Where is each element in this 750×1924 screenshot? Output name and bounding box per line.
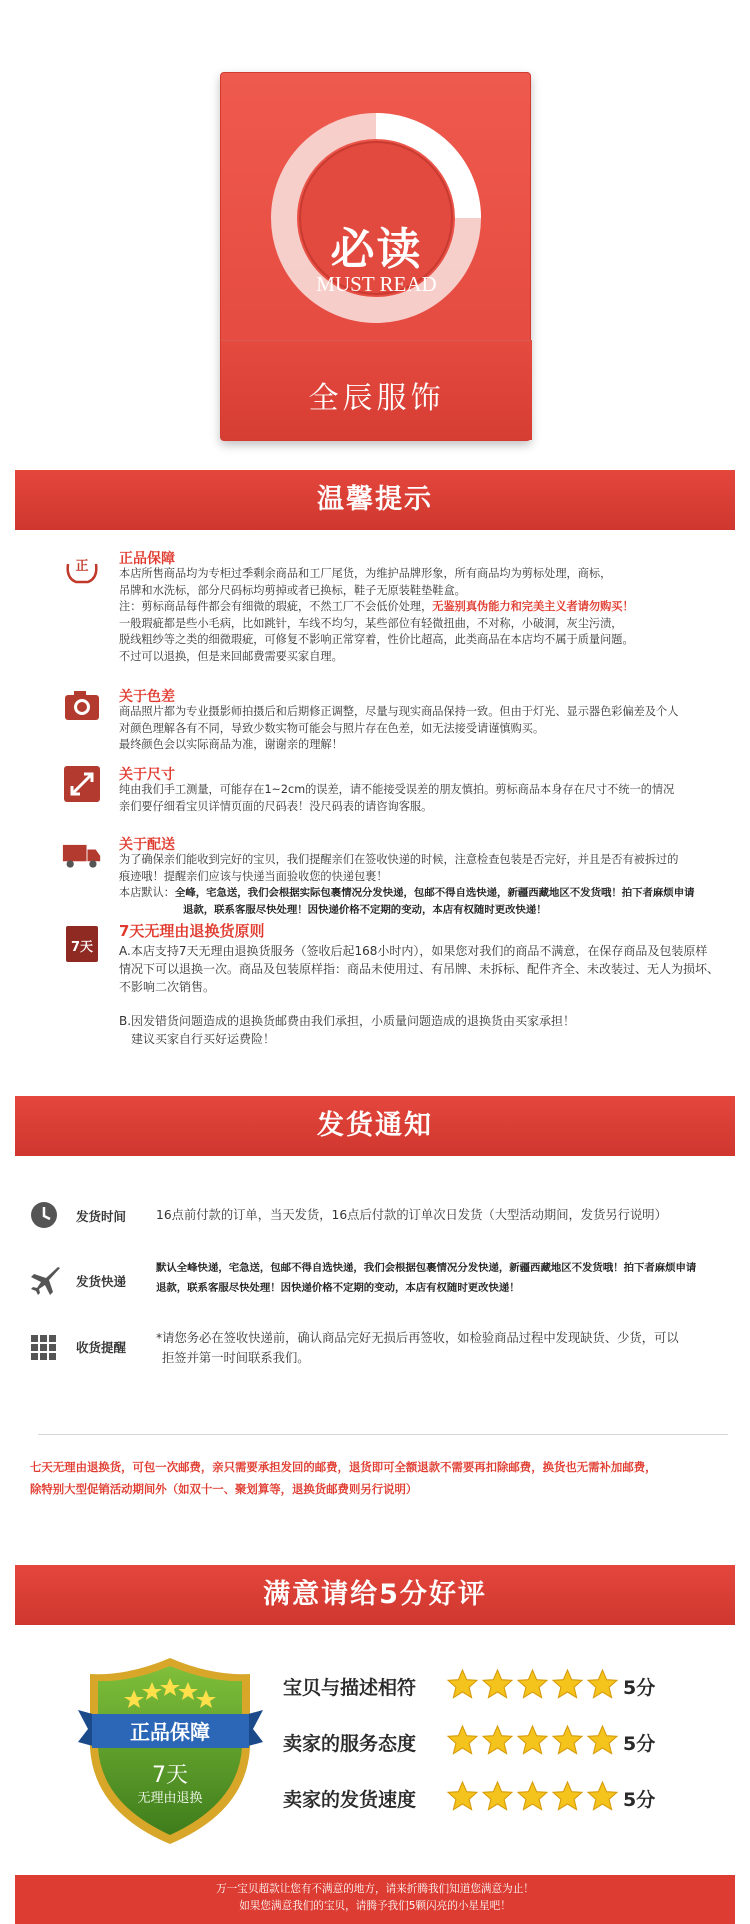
tip-body — [119, 782, 739, 815]
tip-line: 情况下可以退换一次。商品及包装原样指：商品未使用过、有吊牌、未拆标、配件齐全、未改装过、无人为损坏、 — [119, 962, 720, 976]
tip-line: 为了确保亲们能收到完好的宝贝，我们提醒亲们在签收快递的时候，注意检查包装是否完好，并且是否有被拆过的 — [119, 853, 679, 866]
tip-line: 痕迹哦！提醒亲们应该与快递当面验收您的快递包裹！ — [119, 869, 388, 883]
tip-note-warning: 无鉴别真伪能力和完美主义者请勿购买！ — [432, 600, 634, 613]
tip-size — [62, 764, 742, 824]
tip-line: 本店所售商品均为专柜过季剩余商品和工厂尾货，为维护品牌形象，所有商品均为剪标处理，商标， — [119, 567, 612, 580]
tip-line: B.因发错货问题造成的退换货邮费由我们承担，小质量问题造成的退换货由买家承担！ — [119, 1014, 576, 1028]
guarantee-badge — [78, 1652, 263, 1848]
star-icon — [551, 1780, 584, 1813]
tip-default — [119, 885, 739, 902]
tip-body — [119, 566, 739, 665]
tip-body — [119, 852, 739, 918]
tip-line: 亲们要仔细看宝贝详情页面的尺码表！没尺码表的请咨询客服。 — [119, 799, 433, 813]
tip-line: 不过可以退换，但是来回邮费需要买家自理。 — [119, 649, 343, 663]
ship-receipt-row — [28, 1328, 738, 1374]
ship-label: 收货提醒 — [76, 1340, 127, 1355]
ship-line: 默认全峰快递，宅急送，包邮不得自选快递，我们会根据包裹情况分发快递，新疆西藏地区不发货哦！拍下者麻烦申请 — [156, 1262, 697, 1274]
star-icon — [516, 1780, 549, 1813]
tip-authenticity — [62, 548, 742, 678]
rating-row-description — [283, 1668, 703, 1708]
badge-days-text: 7天 — [152, 1763, 188, 1788]
tip-default-line: 退款，联系客服尽快处理！因快递价格不定期的变动，本店有权随时更改快递！ — [183, 903, 547, 916]
divider — [38, 1434, 728, 1435]
rating-header-bar: 满意请给5分好评 — [15, 1565, 735, 1625]
tip-heading: 关于尺寸 — [119, 767, 175, 783]
ship-text — [156, 1258, 741, 1298]
star-icon — [516, 1668, 549, 1701]
ship-text — [156, 1205, 741, 1225]
tip-line: 不影响二次销售。 — [119, 980, 216, 994]
tip-returns — [62, 920, 742, 1050]
card-shop-band — [221, 340, 532, 440]
star-icon — [481, 1668, 514, 1701]
tip-heading: 关于色差 — [119, 689, 175, 705]
star-icon — [551, 1668, 584, 1701]
tip-line: 一般瑕疵都是些小毛病，比如跳针，车线不均匀，某些部位有轻微扭曲，不对称，小破洞，灰尘污渍， — [119, 616, 623, 630]
handshake-icon — [62, 548, 102, 588]
tip-body — [119, 704, 739, 754]
ship-line: 退款，联系客服尽快处理！因快递价格不定期的变动，本店有权随时更改快递！ — [156, 1282, 520, 1294]
resize-arrow-icon — [62, 764, 102, 804]
tips-header-bar: 温馨提示 — [15, 470, 735, 530]
tip-line: A.本店支持7天无理由退换货服务（签收后起168小时内），如果您对我们的商品不满意，在保存商品及包装原样 — [119, 944, 708, 958]
rating-score: 5分 — [623, 1789, 656, 1811]
must-read-subtitle: MUST READ — [316, 272, 437, 296]
rating-label: 宝贝与描述相符 — [283, 1677, 417, 1699]
ship-line: 16点前付款的订单，当天发货，16点后付款的订单次日发货（大型活动期间，发货另行说明） — [156, 1208, 667, 1222]
star-icon — [446, 1668, 479, 1701]
footer-banner — [15, 1875, 735, 1924]
shop-name: 全辰服饰 — [308, 381, 445, 416]
airplane-icon — [28, 1264, 60, 1296]
truck-icon — [62, 834, 102, 874]
tip-line: 吊牌和水洗标，部分尺码标均剪掉或者已换标，鞋子无原装鞋垫鞋盒。 — [119, 583, 466, 597]
tip-icon-glyph: 正 — [75, 559, 89, 574]
badge-caption-text: 无理由退换 — [137, 1791, 203, 1806]
tip-line: 脱线粗纱等之类的细微瑕疵，可修复不影响正常穿着，性价比超高，此类商品在本店均不属于质量问题。 — [119, 633, 634, 646]
tip-note-prefix: 注：剪标商品每件都会有细微的瑕疵，不然工厂不会低价处理， — [119, 600, 433, 613]
policy-line: 除特别大型促销活动期间外（如双十一、聚划算等，退换货邮费则另行说明） — [30, 1482, 418, 1496]
tip-line: 对颜色理解各有不同，导致少数实物可能会与照片存在色差，如无法接受请谨慎购买。 — [119, 721, 545, 735]
tip-default-line: 全峰，宅急送，我们会根据实际包裹情况分发快递，包邮不得自选快递，新疆西藏地区不发货哦！拍下者麻烦申请 — [174, 887, 695, 899]
policy-line: 七天无理由退换货，可包一次邮费，亲只需要承担发回的邮费，退货即可全额退款不需要再扣除邮费，换货也无需补加邮费， — [30, 1460, 657, 1474]
rating-score: 5分 — [623, 1733, 656, 1755]
ship-text — [156, 1328, 741, 1368]
star-icon — [481, 1780, 514, 1813]
return-policy-note — [30, 1456, 730, 1500]
tip-icon-glyph: 7天 — [70, 940, 94, 955]
rating-stars — [446, 1780, 619, 1816]
tip-body — [119, 942, 739, 1048]
tip-note — [119, 599, 739, 616]
rating-score: 5分 — [623, 1677, 656, 1699]
tip-color — [62, 686, 742, 756]
star-icon — [481, 1724, 514, 1757]
seven-days-icon — [62, 924, 102, 964]
star-icon — [516, 1724, 549, 1757]
badge-ribbon-text: 正品保障 — [130, 1720, 210, 1744]
ship-line: 拒签并第一时间联系我们。 — [162, 1351, 310, 1365]
shipping-header-bar: 发货通知 — [15, 1096, 735, 1156]
must-read-card — [220, 72, 531, 441]
tip-heading: 正品保障 — [119, 551, 175, 567]
ship-time-row — [28, 1199, 738, 1233]
star-icon — [446, 1724, 479, 1757]
rating-stars — [446, 1668, 619, 1704]
rating-label: 卖家的服务态度 — [283, 1733, 417, 1755]
rating-label: 卖家的发货速度 — [283, 1789, 417, 1811]
star-icon — [446, 1780, 479, 1813]
footer-line: 如果您满意我们的宝贝，请腾予我们5颗闪亮的小星星吧！ — [239, 1900, 511, 1912]
star-icon — [551, 1724, 584, 1757]
grid-icon — [28, 1332, 60, 1364]
rating-row-service — [283, 1724, 703, 1764]
ship-courier-row — [28, 1258, 738, 1304]
tip-line: 商品照片都为专业摄影师拍摄后和后期修正调整，尽量与现实商品保持一致。但由于灯光、显示器色彩偏差及个人 — [119, 705, 679, 718]
clock-icon — [28, 1199, 60, 1231]
star-icon — [586, 1724, 619, 1757]
ship-label: 发货时间 — [76, 1209, 127, 1224]
star-icon — [586, 1668, 619, 1701]
ship-label: 发货快递 — [76, 1274, 127, 1289]
ship-line: *请您务必在签收快递前，确认商品完好无损后再签收，如检验商品过程中发现缺货、少货，可以 — [156, 1331, 679, 1345]
tip-line: 纯由我们手工测量，可能存在1~2cm的误差，请不能接受误差的朋友慎拍。剪标商品本身存在尺寸不统一的情况 — [119, 783, 675, 796]
tip-delivery — [62, 834, 742, 914]
tip-default-prefix: 本店默认： — [119, 886, 175, 899]
tip-line: 最终颜色会以实际商品为准，谢谢亲的理解！ — [119, 738, 343, 751]
rating-row-shipping — [283, 1780, 703, 1820]
star-icon — [586, 1780, 619, 1813]
camera-icon — [62, 686, 102, 726]
tip-heading: 关于配送 — [119, 837, 175, 853]
tip-heading: 7天无理由退换货原则 — [119, 922, 265, 940]
footer-line: 万一宝贝超款让您有不满意的地方，请来折腾我们知道您满意为止！ — [216, 1883, 534, 1895]
rating-stars — [446, 1724, 619, 1760]
tip-line: 建议买家自行买好运费险！ — [131, 1032, 276, 1046]
must-read-title: 必读 — [330, 224, 423, 275]
